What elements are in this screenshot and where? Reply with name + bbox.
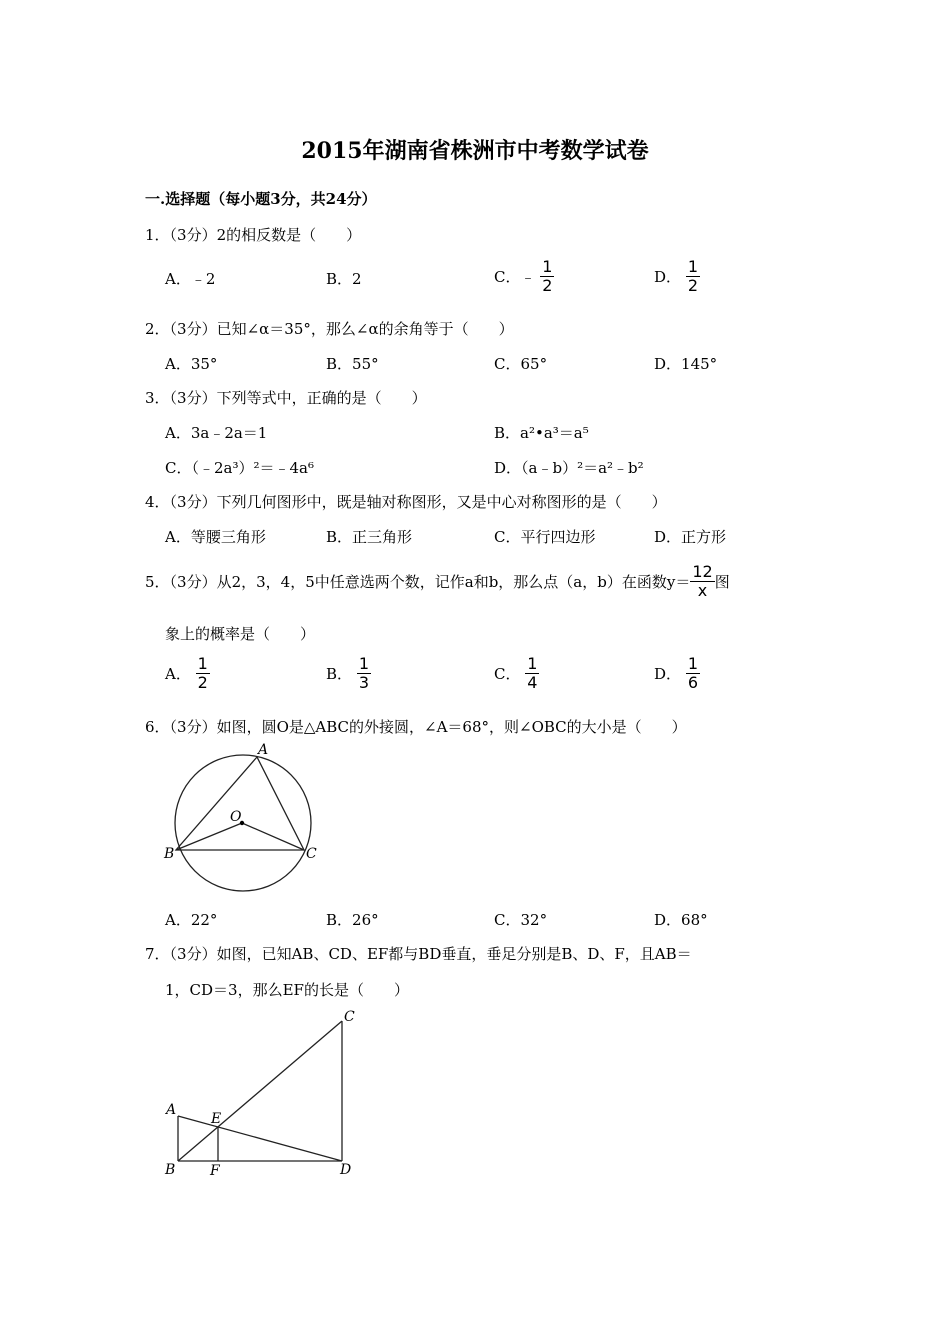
q5-a-prefix: A．	[165, 665, 191, 683]
q5-a-fraction	[196, 655, 210, 692]
q5-function-fraction	[690, 563, 714, 600]
label-a: A	[258, 742, 269, 758]
q6-circle-figure	[160, 740, 330, 900]
label-o: O	[230, 809, 242, 825]
q6-option-b: B．26°	[326, 911, 379, 929]
q7-stem-line1: 7．（3分）如图，已知AB、CD、EF都与BD垂直，垂足分别是B、D、F，且AB＝	[145, 945, 692, 963]
q5-c-prefix: C．	[494, 665, 521, 683]
denominator: 4	[527, 673, 538, 692]
q5-option-a	[165, 655, 210, 692]
section-heading: 一.选择题（每小题3分，共24分）	[145, 190, 377, 208]
label-d: D	[340, 1162, 352, 1178]
q3-option-a: A．3a﹣2a＝1	[165, 424, 268, 442]
denominator: 2	[197, 673, 208, 692]
label-f: F	[210, 1163, 220, 1179]
q2-option-c: C．65°	[494, 355, 548, 373]
q1-d-fraction	[686, 258, 700, 295]
label-b: B	[165, 1162, 176, 1178]
numerator: 1	[687, 654, 698, 673]
q4-stem: 4．（3分）下列几何图形中，既是轴对称图形，又是中心对称图形的是（ ）	[145, 493, 667, 511]
q4-option-c: C．平行四边形	[494, 528, 596, 546]
q3-stem: 3．（3分）下列等式中，正确的是（ ）	[145, 389, 427, 407]
q5-stem-end: 图	[714, 573, 730, 591]
q6-option-c: C．32°	[494, 911, 548, 929]
q5-stem	[145, 563, 730, 600]
label-b: B	[164, 846, 175, 862]
q1-option-a: A．﹣2	[165, 270, 216, 288]
q3-option-d: D．（a﹣b）²＝a²﹣b²	[494, 459, 644, 477]
numerator: 1	[197, 654, 208, 673]
q6-option-a: A．22°	[165, 911, 218, 929]
q1-c-fraction	[540, 258, 554, 295]
q1-option-b: B．2	[326, 270, 362, 288]
segment-oc	[242, 823, 304, 850]
segment-bc	[178, 1021, 342, 1161]
q1-d-prefix: D．	[654, 268, 682, 286]
page-title: 2015年湖南省株洲市中考数学试卷	[301, 138, 649, 164]
q5-option-b	[326, 655, 371, 692]
numerator: 1	[542, 257, 553, 276]
numerator: 1	[358, 654, 369, 673]
denominator: 2	[687, 276, 698, 295]
q4-option-b: B．正三角形	[326, 528, 413, 546]
q1-option-c	[494, 258, 554, 295]
q4-option-d: D．正方形	[654, 528, 727, 546]
q7-figure	[160, 1005, 370, 1185]
q5-d-prefix: D．	[654, 665, 682, 683]
q4-option-a: A．等腰三角形	[165, 528, 266, 546]
q5-b-fraction	[357, 655, 371, 692]
numerator: 12	[692, 562, 713, 581]
denominator: 6	[687, 673, 698, 692]
denominator: x	[697, 581, 708, 600]
label-a: A	[166, 1102, 177, 1118]
q5-option-d	[654, 655, 700, 692]
q1-stem: 1．（3分）2的相反数是（ ）	[145, 226, 362, 244]
denominator: 2	[542, 276, 553, 295]
q2-option-d: D．145°	[654, 355, 718, 373]
q5-d-fraction	[686, 655, 700, 692]
q1-option-d	[654, 258, 700, 295]
numerator: 1	[687, 257, 698, 276]
q5-b-prefix: B．	[326, 665, 353, 683]
q6-option-d: D．68°	[654, 911, 708, 929]
q7-stem-line2: 1，CD＝3，那么EF的长是（ ）	[165, 981, 409, 999]
denominator: 3	[358, 673, 369, 692]
segment-ob	[176, 823, 242, 850]
q5-stem-line2: 象上的概率是（ ）	[165, 625, 316, 643]
numerator: 1	[527, 654, 538, 673]
q1-c-prefix: C．﹣	[494, 268, 536, 286]
q5-c-fraction	[525, 655, 539, 692]
label-e: E	[211, 1111, 222, 1127]
label-c: C	[306, 846, 317, 862]
q5-option-c	[494, 655, 539, 692]
q3-option-b: B．a²•a³＝a⁵	[494, 424, 589, 442]
q2-stem: 2．（3分）已知∠α＝35°，那么∠α的余角等于（ ）	[145, 320, 514, 338]
triangle-abc	[176, 757, 304, 850]
q3-option-c: C．（﹣2a³）²＝﹣4a⁶	[165, 459, 314, 477]
segment-ad	[178, 1116, 342, 1161]
q2-option-a: A．35°	[165, 355, 218, 373]
q5-stem-text: 5．（3分）从2，3，4，5中任意选两个数，记作a和b，那么点（a，b）在函数y＝	[145, 573, 691, 591]
q6-stem: 6．（3分）如图，圆O是△ABC的外接圆，∠A＝68°，则∠OBC的大小是（ ）	[145, 718, 687, 736]
q2-option-b: B．55°	[326, 355, 379, 373]
label-c: C	[344, 1009, 355, 1025]
